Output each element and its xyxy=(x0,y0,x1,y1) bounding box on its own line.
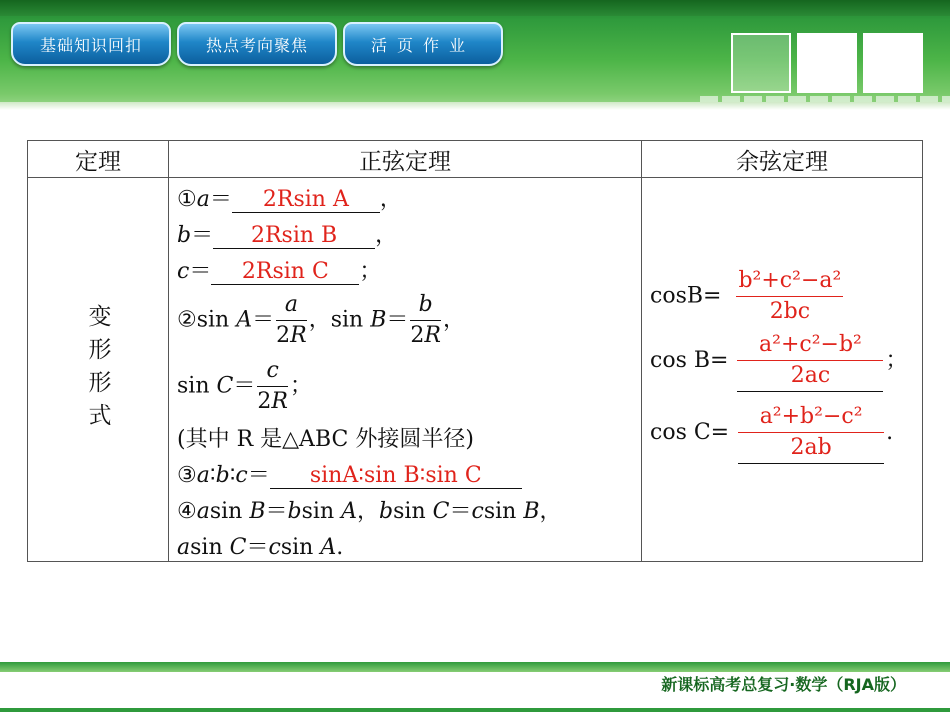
decor-square xyxy=(797,33,857,93)
answer-b: 2Rsin B xyxy=(251,223,338,248)
table-header-row xyxy=(28,141,923,178)
cosine-law-cell xyxy=(642,178,923,562)
header-theorem: 定理 xyxy=(28,141,169,178)
cosC-numerator: a²+b²−c² xyxy=(738,402,884,433)
decor-square xyxy=(863,33,923,93)
cosine-formula-1: cosB= $\frac{\text{b²+c²−a²}}{2bc}$ xyxy=(650,266,845,327)
tab-homework[interactable]: 活页作业 xyxy=(343,22,503,66)
sine-formula-sinC: sin C＝ $\frac{c}{2R}$ ； xyxy=(177,358,312,414)
header-cosine-law: 余弦定理 xyxy=(642,141,923,178)
header-bottom-line xyxy=(0,102,950,110)
footer-band xyxy=(0,662,950,672)
tab-hot-topics[interactable]: 热点考向聚焦 xyxy=(177,22,337,66)
sine-formula-proportion: ③a∶b∶c＝ sinA∶sin B∶sin C xyxy=(177,458,522,489)
row-label-cell xyxy=(28,178,169,562)
header-bar xyxy=(0,0,950,110)
cosC-denominator: 2ab xyxy=(738,433,884,464)
cosB2-denominator: 2ac xyxy=(737,361,883,392)
cosB2-numerator: a²+c²−b² xyxy=(737,330,883,361)
answer-a: 2Rsin A xyxy=(262,187,349,212)
answer-c: 2Rsin C xyxy=(241,259,329,284)
row-label: 变形形式 xyxy=(84,303,111,436)
sine-formula-cross-1: ④asin B＝bsin A，bsin C＝csin B， xyxy=(177,499,562,524)
cosB-numerator: b²+c²−a² xyxy=(736,266,843,297)
sine-note: (其中 R 是△ABC 外接圆半径) xyxy=(177,427,474,452)
answer-ratio: sinA∶sin B∶sin C xyxy=(309,463,482,488)
sine-formula-ratio: ②sin A＝ $\frac{a}{2R}$ ，sin B＝ $\frac{b}{2R}$ ， xyxy=(177,292,465,348)
sine-formula-c: c＝ 2Rsin C ； xyxy=(177,259,382,284)
footer-line xyxy=(0,708,950,712)
header-sine-law: 正弦定理 xyxy=(169,141,642,178)
decor-square xyxy=(731,33,791,93)
tab-basic-review[interactable]: 基础知识回扣 xyxy=(11,22,171,66)
header-top-strip xyxy=(0,0,950,16)
sine-formula-a: ①a＝ 2Rsin A ， xyxy=(177,187,402,212)
theorem-table xyxy=(27,140,923,562)
cosB-denominator: 2bc xyxy=(769,299,811,324)
table-row xyxy=(28,178,923,562)
sine-formula-b: b＝ 2Rsin B ， xyxy=(177,223,398,248)
cosine-formula-3: cos C= $\frac{\text{a²+b²−c²}}{2ab}$ . xyxy=(650,402,893,464)
cosine-formula-2: cos B= $\frac{\text{a²+c²−b²}}{2ac}$ ； xyxy=(650,330,907,392)
sine-formula-cross-2: asin C＝csin A. xyxy=(177,535,344,560)
sine-law-cell xyxy=(169,178,642,562)
footer-title: 新课标高考总复习·数学（RJA版） xyxy=(661,675,906,694)
